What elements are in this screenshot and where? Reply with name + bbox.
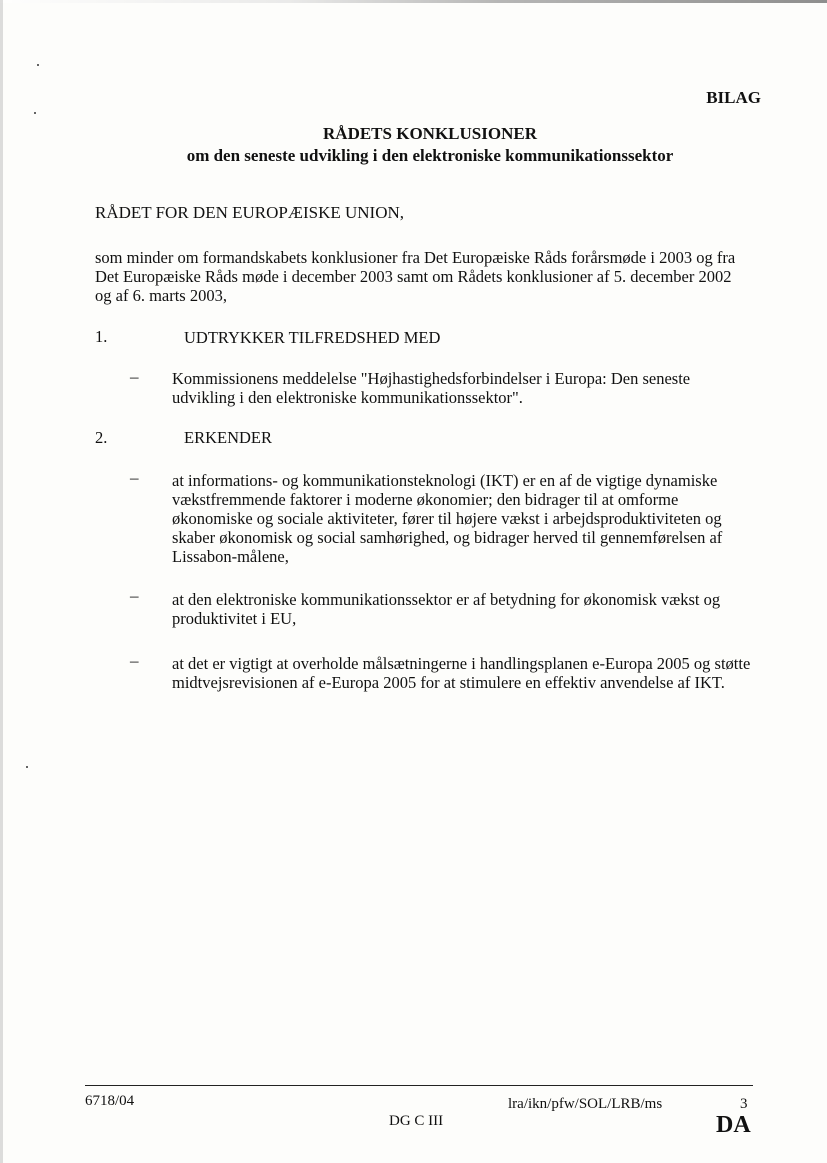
section-1-item-1: Kommissionens meddelelse "Højhastighedsforbindelser i Europa: Den seneste udvikling i den elektroniske kommunikationssektor". xyxy=(172,369,691,407)
page-number: 3 xyxy=(740,1096,748,1112)
scan-speck xyxy=(26,766,28,768)
scan-speck xyxy=(37,64,39,66)
list-dash: – xyxy=(130,468,139,487)
scan-left-edge xyxy=(0,0,3,1163)
language-code: DA xyxy=(716,1112,751,1138)
list-dash: – xyxy=(130,367,139,386)
author-initials: lra/ikn/pfw/SOL/LRB/ms xyxy=(508,1096,663,1112)
document-reference: 6718/04 xyxy=(85,1093,135,1109)
recital-paragraph: som minder om formandskabets konklusioner fra Det Europæiske Råds forårsmøde i 2003 og fra Det Europæiske Råds møde i december 2003 samt om Rådets konklusioner af 5. december 2002 og af 6. marts 2003, xyxy=(95,248,736,305)
scan-top-edge xyxy=(0,0,827,3)
section-2-item-3: at det er vigtigt at overholde målsætningerne i handlingsplanen e-Europa 2005 og støtte midtvejsrevisionen af e-Europa 2005 for at stimulere en effektiv anvendelse af IKT. xyxy=(172,654,751,692)
document-title xyxy=(0,123,827,167)
title-line-2: om den seneste udvikling i den elektroniske kommunikationssektor xyxy=(186,146,674,165)
council-heading: RÅDET FOR DEN EUROPÆISKE UNION, xyxy=(95,203,405,222)
list-dash: – xyxy=(130,651,139,670)
section-1-heading: UDTRYKKER TILFREDSHED MED xyxy=(184,328,441,347)
section-2-item-1: at informations- og kommunikationsteknologi (IKT) er en af de vigtige dynamiske vækstfremmende faktorer i moderne økonomier; den bidrager til at omforme økonomiske og sociale aktiviteter, fører til højere vækst i arbejdsproduktiviteten og skaber økonomisk og social samhørighed, og bidrager herved til gennemførelsen af Lissabon-målene, xyxy=(172,471,723,566)
list-dash: – xyxy=(130,586,139,605)
title-line-1: RÅDETS KONKLUSIONER xyxy=(323,124,537,143)
section-2-heading: ERKENDER xyxy=(184,428,272,447)
section-1-number: 1. xyxy=(95,327,108,346)
annex-label: BILAG xyxy=(706,88,761,107)
section-2-number: 2. xyxy=(95,428,108,447)
directorate-general: DG C III xyxy=(389,1113,444,1129)
footer-rule xyxy=(85,1085,753,1086)
section-2-item-2: at den elektroniske kommunikationssektor er af betydning for økonomisk vækst og produktivitet i EU, xyxy=(172,590,721,628)
scan-speck xyxy=(34,112,36,114)
